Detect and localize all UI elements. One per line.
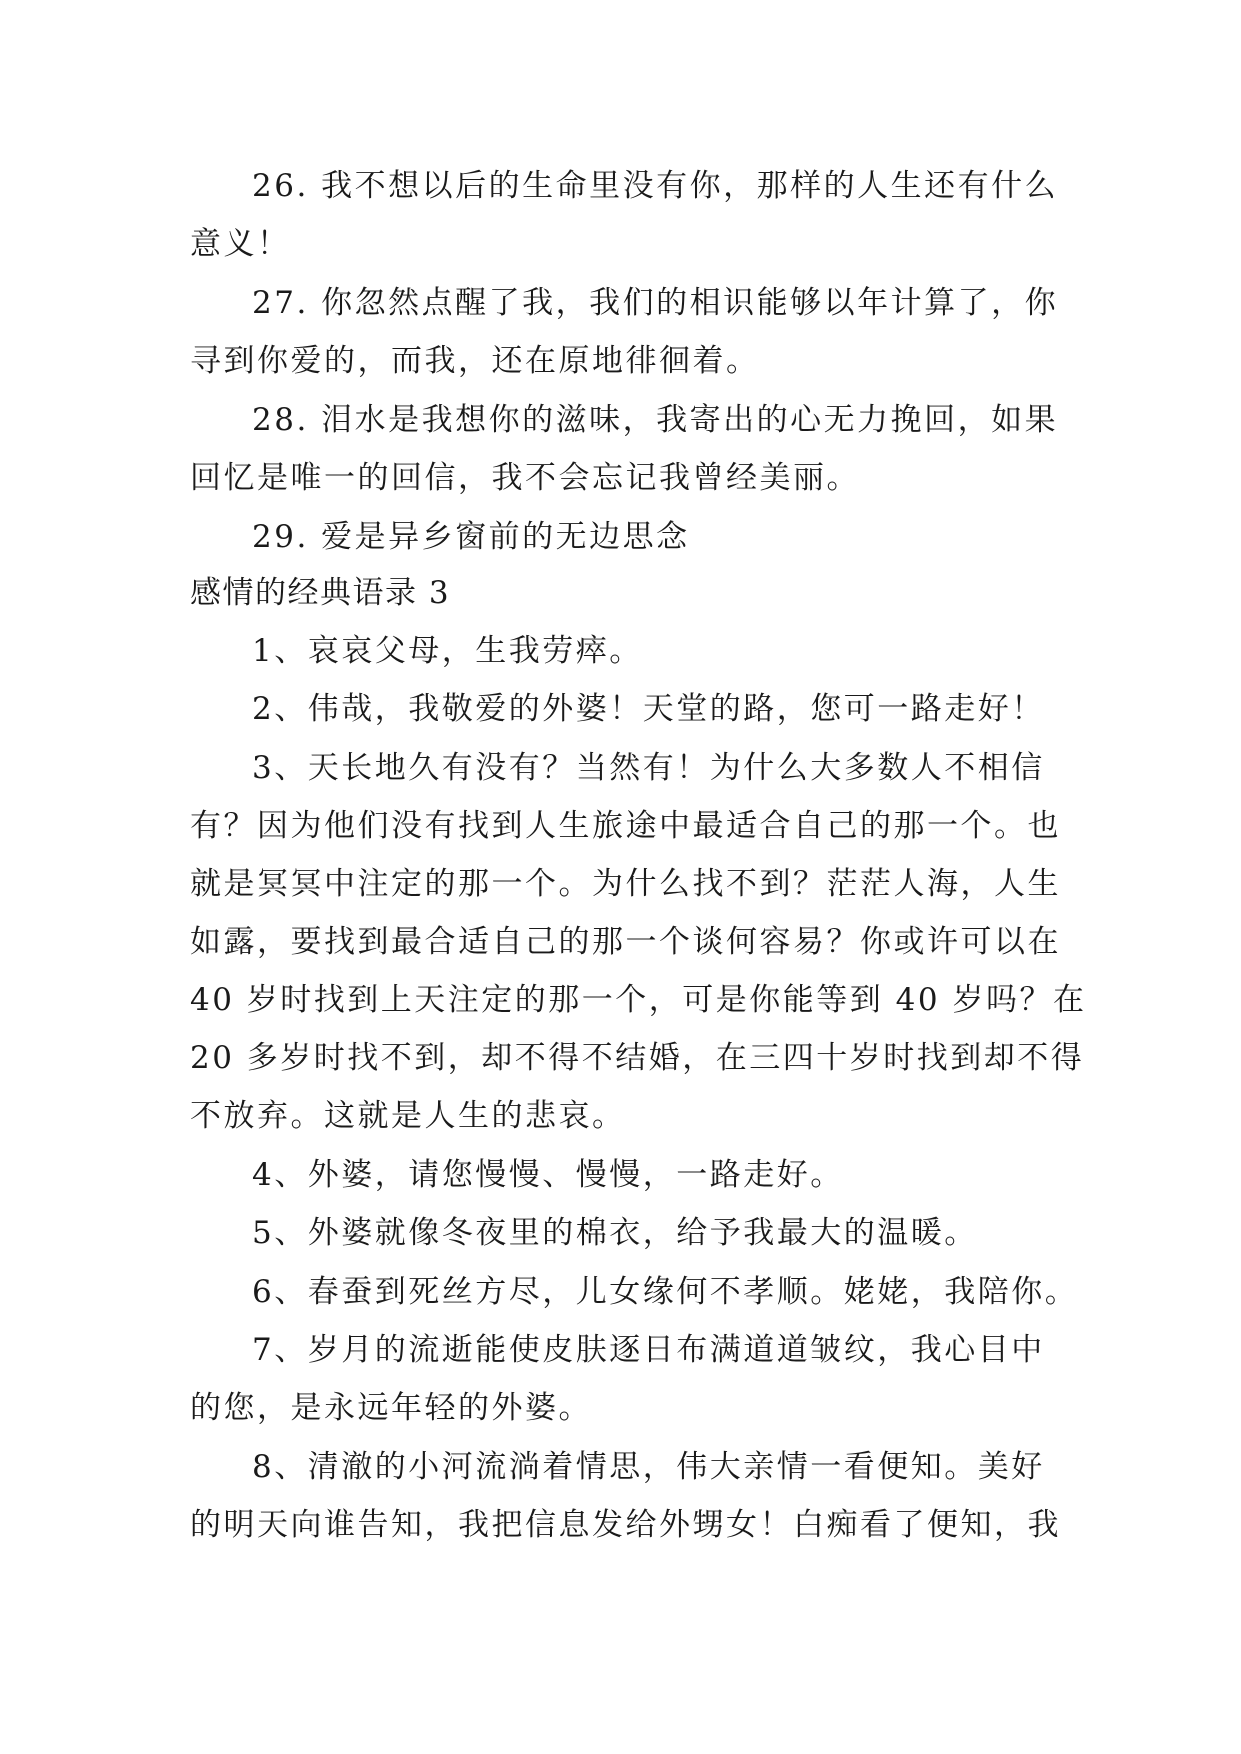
item-7-line-1: 7、岁月的流逝能使皮肤逐日布满道道皱纹，我心目中 xyxy=(252,1332,1045,1368)
item-4-line-1: 4、外婆，请您慢慢、慢慢，一路走好。 xyxy=(252,1157,844,1193)
quote-28-line-1: 28. 泪水是我想你的滋味，我寄出的心无力挽回，如果 xyxy=(252,402,1059,438)
item-2-line-1: 2、伟哉，我敬爱的外婆！天堂的路，您可一路走好！ xyxy=(252,691,1045,727)
section-heading: 感情的经典语录 3 xyxy=(190,575,451,611)
item-1-line-1: 1、哀哀父母，生我劳瘁。 xyxy=(252,633,643,669)
quote-27-line-1: 27. 你忽然点醒了我，我们的相识能够以年计算了，你 xyxy=(252,285,1059,321)
item-8-line-2: 的明天向谁告知，我把信息发给外甥女！白痴看了便知，我 xyxy=(190,1507,1061,1543)
quote-26-line-1: 26. 我不想以后的生命里没有你，那样的人生还有什么 xyxy=(252,168,1059,204)
item-3-line-5: 40 岁时找到上天注定的那一个，可是你能等到 40 岁吗？在 xyxy=(190,982,1087,1018)
quote-26-line-2: 意义！ xyxy=(190,226,291,262)
item-7-line-2: 的您，是永远年轻的外婆。 xyxy=(190,1390,592,1426)
quote-29-line-1: 29. 爱是异乡窗前的无边思念 xyxy=(252,519,690,555)
item-3-line-2: 有？因为他们没有找到人生旅途中最适合自己的那一个。也 xyxy=(190,808,1061,844)
quote-27-line-2: 寻到你爱的，而我，还在原地徘徊着。 xyxy=(190,343,760,379)
item-8-line-1: 8、清澈的小河流淌着情思，伟大亲情一看便知。美好 xyxy=(252,1449,1045,1485)
item-3-line-1: 3、天长地久有没有？当然有！为什么大多数人不相信 xyxy=(252,750,1045,786)
quote-28-line-2: 回忆是唯一的回信，我不会忘记我曾经美丽。 xyxy=(190,460,860,496)
item-3-line-3: 就是冥冥中注定的那一个。为什么找不到？茫茫人海，人生 xyxy=(190,866,1061,902)
item-6-line-1: 6、春蚕到死丝方尽，儿女缘何不孝顺。姥姥，我陪你。 xyxy=(252,1274,1079,1310)
item-3-line-7: 不放弃。这就是人生的悲哀。 xyxy=(190,1098,626,1134)
item-3-line-4: 如露，要找到最合适自己的那一个谈何容易？你或许可以在 xyxy=(190,924,1061,960)
item-3-line-6: 20 多岁时找不到，却不得不结婚，在三四十岁时找到却不得 xyxy=(190,1040,1085,1076)
item-5-line-1: 5、外婆就像冬夜里的棉衣，给予我最大的温暖。 xyxy=(252,1215,978,1251)
